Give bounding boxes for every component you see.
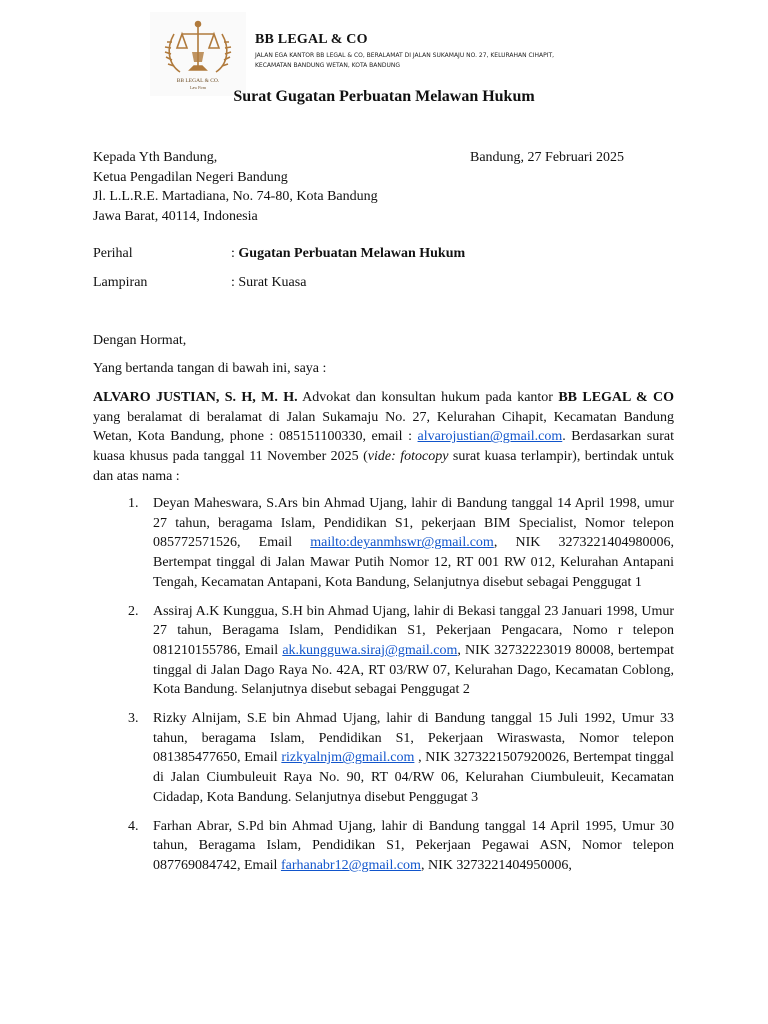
- plaintiff-email-link[interactable]: rizkyalnjm@gmail.com: [281, 750, 415, 766]
- advocate-name: ALVARO JUSTIAN, S. H, M. H.: [93, 390, 298, 405]
- recipient-line: Ketua Pengadilan Negeri Bandung: [93, 169, 288, 185]
- plaintiff-text: , NIK 3273221404980006, Bertempat tinggal di Jalan Mawar Putih Nomor 12, RT 001 RW 012, Kelurahan Antapani Tengah, Kecamatan Antapani, Kota Bandung, Selanjutnya disebut sebagai Penggugat 1: [153, 535, 674, 590]
- list-item: [93, 817, 674, 876]
- plaintiff-email-link[interactable]: ak.kungguwa.siraj@gmail.com: [282, 642, 458, 658]
- attachment-label: Lampiran: [93, 275, 148, 290]
- vide-text: vide: fotocopy: [367, 449, 449, 465]
- list-number: 1.: [128, 496, 139, 511]
- plaintiff-text: , NIK 32732223019 80008, bertempat tinggal di Jalan Dago Raya No. 42A, RT 03/RW 07, Kelurahan Dago, Kecamatan Coblong, Kota Bandung. Selanjutnya disebut sebagai Penggugat 2: [153, 642, 674, 698]
- logo-text: BB LEGAL & CO.: [176, 78, 220, 84]
- list-number: 2.: [128, 603, 139, 619]
- subject-row: Perihal : Gugatan Perbuatan Melawan Hukum: [93, 244, 465, 264]
- recipient-line: Kepada Yth Bandung,: [93, 150, 218, 165]
- plaintiff-text: Assiraj A.K Kunggua, S.H bin Ahmad Ujang, lahir di Bekasi tanggal 23 Januari 1998, Umur 27 tahun, Beragama Islam, Pendidikan S1, Pekerjaan Pengacara, Nomo r telepon 081210155786, Email: [153, 603, 674, 658]
- plaintiff-list: [93, 494, 674, 885]
- plaintiff-email-link[interactable]: farhanabr12@gmail.com: [280, 857, 421, 873]
- list-item: [93, 602, 674, 701]
- firm-name: BB LEGAL & CO: [255, 32, 368, 47]
- advocate-text: yang beralamat di beralamat di Jalan Sukamaju No. 27, Kelurahan Cihapit, Kecamatan Bandung Wetan, Kota Bandung, phone : 085151100330, email :: [93, 409, 674, 445]
- recipient-block: [93, 148, 378, 227]
- scales-of-justice-icon: [150, 12, 246, 96]
- list-number: 4.: [128, 818, 139, 834]
- firm-name-inline: BB LEGAL & CO: [558, 390, 674, 405]
- letter-date: Bandung, 27 Februari 2025: [470, 150, 624, 165]
- attachment-row: Lampiran : Surat Kuasa: [93, 273, 306, 293]
- advocate-text: . Berdasarkan surat kuasa khusus pada tanggal 11 November 2025 (: [93, 429, 675, 465]
- advocate-text: Advokat dan konsultan hukum pada kantor: [297, 390, 559, 405]
- plaintiff-text: , NIK 3273221507920026, Bertempat tinggal di Jalan Ciumbuleuit Raya No. 90, RT 04/RW 06, Kelurahan Ciumbuleuit, Kecamatan Cidadap, Kota Bandung. Selanjutnya disebut Penggugat 3: [153, 750, 675, 805]
- recipient-line: Jawa Barat, 40114, Indonesia: [93, 209, 258, 225]
- intro-line: Yang bertanda tangan di bawah ini, saya :: [93, 361, 327, 376]
- greeting: Dengan Hormat,: [93, 333, 187, 348]
- advocate-email-link[interactable]: alvarojustian@gmail.com: [417, 429, 563, 445]
- firm-logo: [150, 12, 246, 96]
- firm-address: [255, 51, 615, 71]
- recipient-line: Jl. L.L.R.E. Martadiana, No. 74-80, Kota Bandung: [93, 189, 378, 205]
- advocate-text: surat kuasa terlampir), bertindak untuk dan atas nama :: [93, 449, 675, 484]
- document-title: Surat Gugatan Perbuatan Melawan Hukum: [233, 88, 535, 105]
- plaintiff-text: Rizky Alnijam, S.E bin Ahmad Ujang, lahir di Bandung tanggal 15 Juli 1992, Umur 33 tahun, beragama Islam, Pendidikan S1, Pekerjaan Wiraswasta, Nomor telepon 081385477650, Email: [153, 711, 674, 766]
- plaintiff-text: Deyan Maheswara, S.Ars bin Ahmad Ujang, lahir di Bandung tanggal 14 April 1998, umur 27 tahun, beragama Islam, Pendidikan S1, pekerjaan BIM Specialist, Nomor telepon 085772571526, Email: [153, 496, 674, 551]
- plaintiff-text: , NIK 3273221404950006,: [420, 857, 572, 873]
- subject-label: Perihal: [93, 246, 133, 261]
- logo-subtext: Law Firm: [190, 85, 206, 90]
- list-item: [93, 709, 674, 808]
- firm-address-line2: KECAMATAN BANDUNG WETAN, KOTA BANDUNG: [255, 62, 401, 69]
- list-number: 3.: [128, 711, 139, 727]
- attachment-value: Surat Kuasa: [238, 275, 307, 290]
- subject-value: Gugatan Perbuatan Melawan Hukum: [238, 246, 466, 261]
- plaintiff-email-link[interactable]: mailto:deyanmhswr@gmail.com: [310, 535, 494, 551]
- advocate-paragraph: [93, 388, 674, 487]
- plaintiff-text: Farhan Abrar, S.Pd bin Ahmad Ujang, lahir di Bandung tanggal 14 April 1995, Umur 30 tahun, Beragama Islam, Pendidikan S1, Pekerjaan Pegawai ASN, Nomor telepon 087769084742, Email: [153, 818, 674, 873]
- firm-address-line1: JALAN EGA KANTOR BB LEGAL & CO, BERALAMAT DI JALAN SUKAMAJU NO. 27, KELURAHAN CIHAPIT,: [255, 52, 555, 59]
- list-item: [93, 494, 674, 593]
